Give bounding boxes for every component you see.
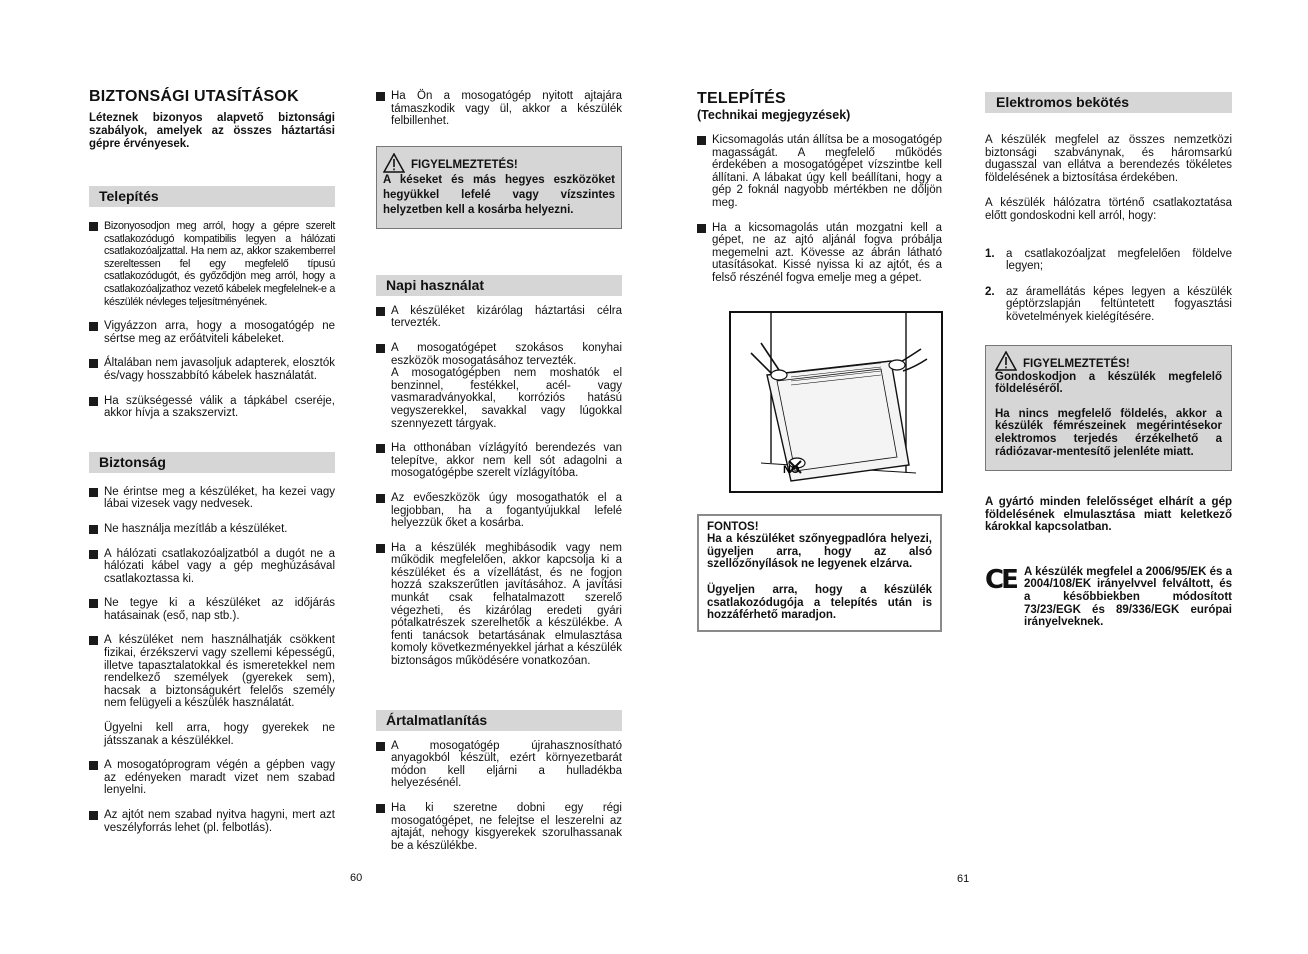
right-page-column-2 — [985, 92, 1232, 629]
list-item: Az ajtót nem szabad nyitva hagyni, mert azt veszélyforrás lehet (pl. felbotlás). — [89, 809, 335, 834]
list-item: Ha ki szeretne dobni egy régi mosogatógépet, ne felejtse el leszerelni az ajtaját, nehogy kisgyerekek szorulhassanak be a készülékbe. — [376, 802, 622, 852]
list-item: Bizonyosodjon meg arról, hogy a gépre szerelt csatlakozódugó kompatibilis legyen a hálózati csatlakozóaljzattal. Ha nem az, akkor szakemberrel szereltessen fel egy megfelelő típusú csatlakozódugót, és győződjön meg arról, hogy a csatlakozóaljzathoz vezető kábelek megfelelnek-e a készülék névleges teljesítményének. — [89, 220, 335, 308]
list-item: Az evőeszközök úgy mosogathatók el a legjobban, ha a fogantyújukkal lefelé helyezzük őket a kosárba. — [376, 492, 622, 530]
left-page-column-1 — [89, 88, 335, 846]
list-item: Ne használja mezítláb a készüléket. — [89, 523, 335, 536]
page-subtitle: (Technikai megjegyzések) — [697, 108, 851, 122]
list-number: 1. — [985, 247, 995, 260]
ce-text: A készülék megfelel a 2006/95/EK és a 2004/108/EK irányelvvel felváltott, és a későbbiekben módosított 73/23/EGK és 89/336/EGK európai irányelveknek. — [1024, 565, 1232, 629]
telepites-tech-list — [697, 134, 942, 285]
warning-text: A késeket és más hegyes eszközöket hegyükkel lefelé vagy vízszintes helyzetben kell a kosárba helyezni. — [383, 173, 615, 216]
elektromos-text-1: A készülék megfelel az összes nemzetközi biztonsági szabványnak, és háromsarkú dugasszal van ellátva a berendezés tökéletes földelésének a biztosítása érdekében. — [985, 134, 1232, 184]
warning-text-1: Gondoskodjon a készülék megfelelő földeléséről. — [995, 370, 1222, 396]
list-item-text: az áramellátás képes legyen a készülék géptörzslapján feltüntetett fogyasztási követelmények kielégítésére. — [1006, 285, 1232, 323]
list-number: 2. — [985, 285, 995, 298]
list-item: Általában nem javasoljuk adapterek, elosztók és/vagy hosszabbító kábelek használatát. — [89, 357, 335, 382]
list-item: Ne tegye ki a készüléket az időjárás hatásainak (eső, nap stb.). — [89, 597, 335, 622]
artalmatlanitas-list — [376, 740, 622, 853]
fontos-title: FONTOS! — [707, 520, 759, 533]
list-item-text: a csatlakozóaljzat megfelelően földelve legyen; — [1006, 247, 1232, 273]
page-title: TELEPÍTÉS — [697, 90, 786, 107]
fontos-box — [697, 514, 942, 632]
warning-box — [376, 146, 622, 229]
ce-section — [985, 566, 1232, 629]
elektromos-text-2: A készülék hálózatra történő csatlakoztatása előtt gondoskodni kell arról, hogy: — [985, 197, 1232, 222]
liability-text: A gyártó minden felelősséget elhárít a gép földelésének elmulasztása miatt keletkező károkkal kapcsolatban. — [985, 496, 1232, 534]
list-item: A készüléket kizárólag háztartási célra tervezték. — [376, 305, 622, 330]
list-item: Ha otthonában vízlágyító berendezés van telepítve, akkor nem kell sót adagolni a mosogatógépbe szerelt vízlágyítóba. — [376, 442, 622, 480]
list-item: Ha szükségessé válik a tápkábel cseréje, akkor hívja a szakszervizt. — [89, 395, 335, 420]
biztonsag-list — [89, 486, 335, 834]
warning-box — [985, 345, 1232, 472]
section-heading-telepites: Telepítés — [89, 186, 335, 207]
napi-list — [376, 305, 622, 668]
list-item: Ha Ön a mosogatógép nyitott ajtajára támaszkodik vagy ül, akkor a készülék felbillenhet. — [376, 90, 622, 128]
list-item: A hálózati csatlakozóaljzatból a dugót ne a hálózati kábel vagy a gép meghúzásával csatlakoztassa ki. — [89, 548, 335, 586]
list-item: A mosogatóprogram végén a gépben vagy az edényeken maradt vizet nem szabad lenyelni. — [89, 759, 335, 797]
section-heading-artalmatlanitas: Ártalmatlanítás — [376, 710, 622, 731]
list-item: Kicsomagolás után állítsa be a mosogatógép magasságát. A megfelelő működés érdekében a mosogatógépet vízszintbe kell állítani. A lábakat úgy kell beállítani, hogy a gép 2 foknál nagyobb mértékben ne dőljön meg. — [697, 134, 942, 210]
page-number-right: 61 — [957, 873, 970, 885]
right-page-column-1 — [697, 90, 942, 632]
list-item — [376, 342, 622, 430]
warning-icon — [995, 351, 1017, 371]
left-page-column-2 — [376, 90, 622, 864]
no-label: NO — [783, 463, 800, 476]
intro-text: Léteznek bizonyos alapvető biztonsági szabályok, amelyek az összes háztartási gépre érvényesek. — [89, 112, 335, 150]
list-item: Ha a készülék meghibásodik vagy nem működik megfelelően, akkor kapcsolja ki a készüléket és a vízellátást, és ne fogjon hozzá szakszerűtlen javításához. A javítási munkát csak felhatalmazott szerelő végezheti, és kizárólag eredeti gyári pótalkatrészek szerelhetők a készülékbe. A fenti tanácsok betartásának elmulasztása komoly következményekkel járhat a készülék biztonságos működésére vonatkozóan. — [376, 542, 622, 668]
section-heading-biztonsag: Biztonság — [89, 452, 335, 473]
page-title: BIZTONSÁGI UTASÍTÁSOK — [89, 88, 299, 105]
warning-text-2: Ha nincs megfelelő földelés, akkor a készülék fémrészeinek megérintésekor elektromos terjedés érzékelhető a rádiózavar-mentesítő jelenléte miatt. — [995, 407, 1222, 458]
ce-mark-logo: CE — [985, 564, 1016, 595]
telepites-list — [89, 220, 335, 420]
warning-icon — [383, 153, 405, 173]
fontos-text-1: Ha a készüléket szőnyegpadlóra helyezi, ügyeljen arra, hogy az alsó szellőzőnyílások ne legyenek elzárva. — [707, 533, 932, 571]
list-item — [89, 634, 335, 747]
list-item-extra: Ügyelni kell arra, hogy gyerekek ne játsszanak a készülékkel. — [104, 722, 335, 747]
warning-title: FIGYELMEZTETÉS! — [411, 158, 518, 171]
page-number-left: 60 — [350, 872, 363, 884]
list-item: Ha a kicsomagolás után mozgatni kell a gépet, ne az ajtó aljánál fogva próbálja megemelni azt. Kövesse az ábrán látható utasításokat. Kissé nyissa ki az ajtót, és a felső részénél fogva emelje meg a gépet. — [697, 222, 942, 285]
elektromos-numbered-list — [985, 248, 1232, 324]
list-item — [985, 286, 1232, 324]
list-item: Vigyázzon arra, hogy a mosogatógép ne sértse meg az erőátviteli kábeleket. — [89, 320, 335, 345]
list-item-text: A mosogatógépet szokásos konyhai eszközök mosogatásához tervezték. — [391, 341, 622, 367]
section-heading-napi: Napi használat — [376, 275, 622, 296]
list-item-extra: A mosogatógépben nem moshatók el benzinnel, festékkel, acél- vagy vasmaradványokkal, korróziós hatású vegyszerekkel, savakkal vagy lúgokkal szennyezett tárgyak. — [391, 367, 622, 430]
list-item: A mosogatógép újrahasznosítható anyagokból készült, ezért környezetbarát módon kell eljárni a hulladékba helyezésénél. — [376, 740, 622, 790]
list-item-text: A készüléket nem használhatják csökkent fizikai, érzékszervi vagy szellemi képességű, illetve tapasztalatokkal és ismeretekkel nem rendelkező személyek (gyerekek sem), hacsak a biztonságukért felelős személy nem felügyeli a készülék használatát. — [104, 634, 335, 710]
warning-title: FIGYELMEZTETÉS! — [1023, 357, 1130, 370]
section-heading-elektromos: Elektromos bekötés — [985, 92, 1232, 113]
list-item — [985, 248, 1232, 273]
fontos-text-2: Ügyeljen arra, hogy a készülék csatlakozódugója a telepítés után is hozzáférhető maradjon. — [707, 583, 932, 622]
list-item: Ne érintse meg a készüléket, ha kezei vagy lábai vizesek vagy nedvesek. — [89, 486, 335, 511]
dishwasher-lifting-illustration — [729, 311, 943, 493]
